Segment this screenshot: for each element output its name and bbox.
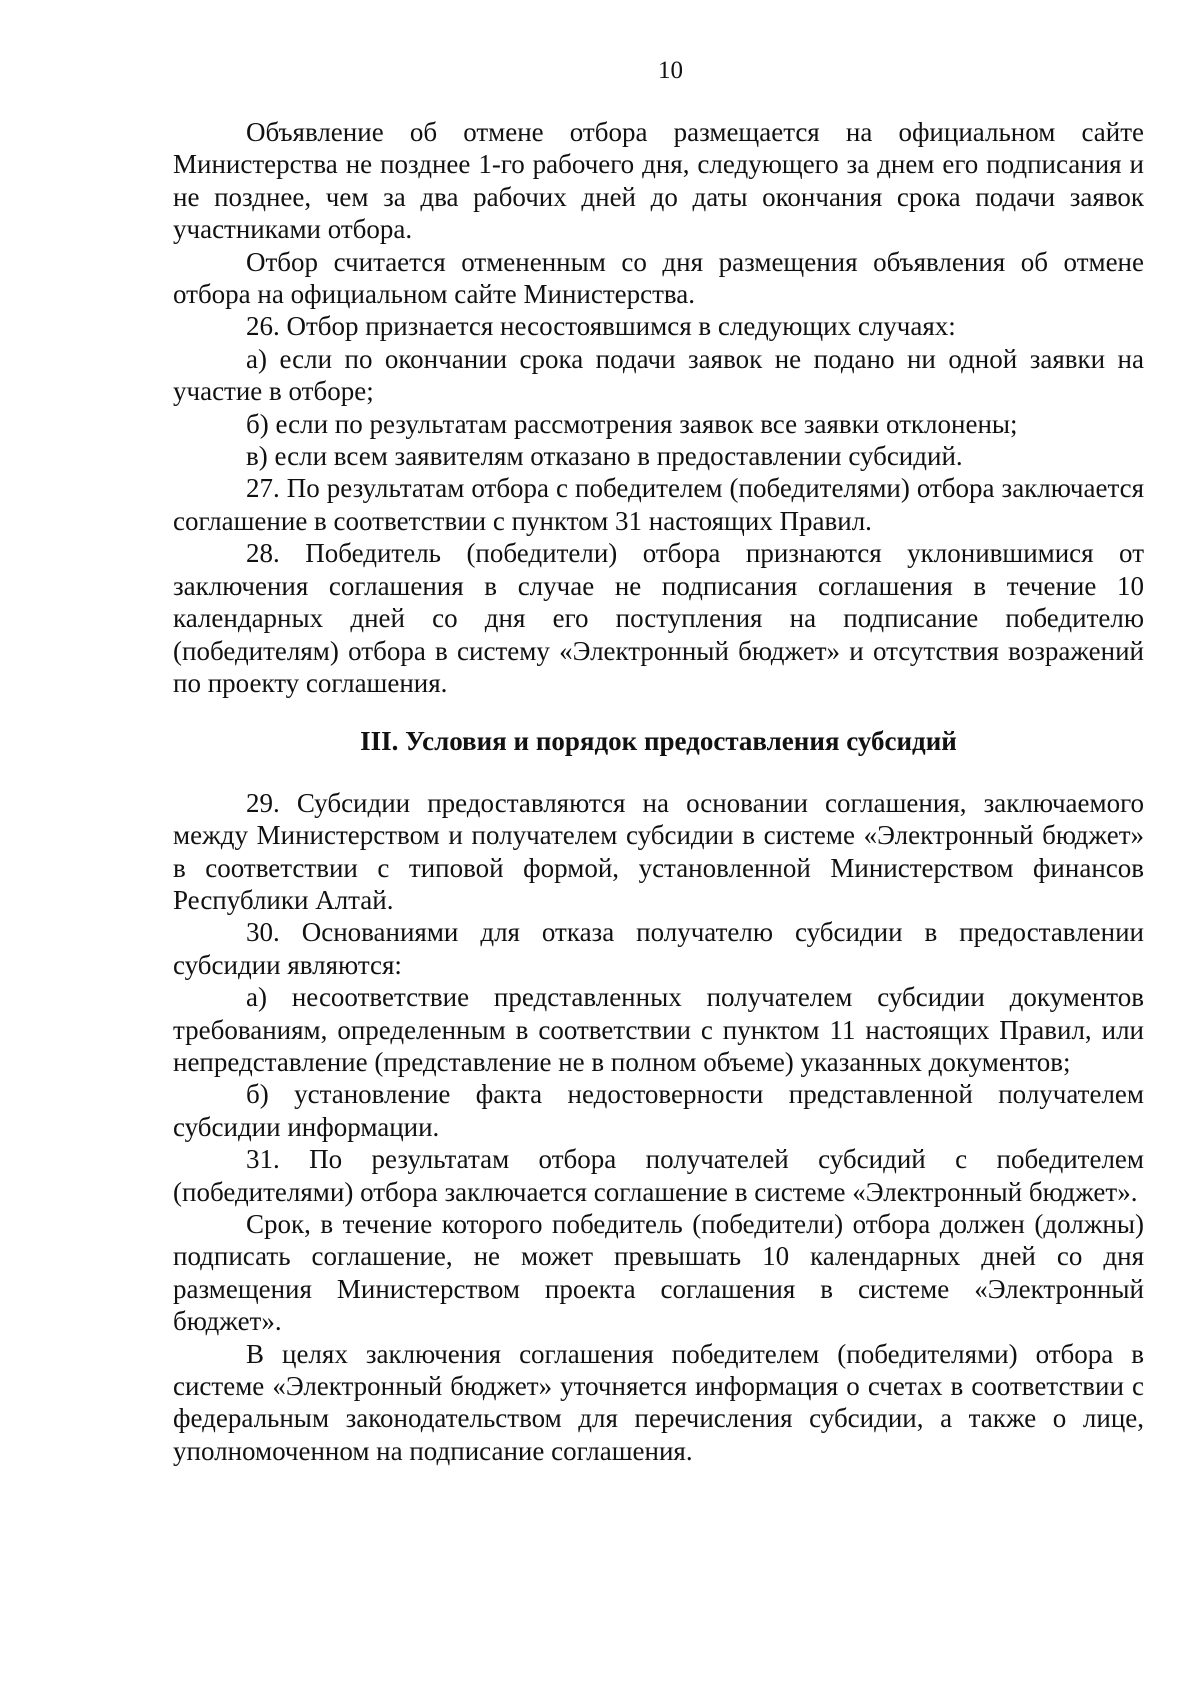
paragraph-30-a: а) несоответствие представленных получателем субсидии документов требованиям, определенным в соответствии с пунктом 11 настоящих Правил, или непредставление (представление не в полном объеме) указанных документов; [173, 982, 1144, 1077]
paragraph-signing-deadline: Срок, в течение которого победитель (победители) отбора должен (должны) подписать соглашение, не может превышать 10 календарных дней со дня размещения Министерством проекта соглашения в системе «Электронный бюджет». [173, 1209, 1144, 1337]
paragraph-cancellation-effective: Отбор считается отмененным со дня размещения объявления об отмене отбора на официальном сайте Министерства. [173, 246, 1144, 310]
paragraph-cancellation-announcement: Объявление об отмене отбора размещается на официальном сайте Министерства не позднее 1-го рабочего дня, следующего за днем его подписания и не позднее, чем за два рабочих дней до даты окончания срока подачи заявок участниками отбора. [173, 117, 1144, 245]
paragraph-26: 26. Отбор признается несостоявшимся в следующих случаях: [246, 311, 956, 342]
paragraph-30-b: б) установление факта недостоверности представленной получателем субсидии информации. [173, 1079, 1144, 1142]
document-body [173, 116, 1144, 1467]
paragraph-30: 30. Основаниями для отказа получателю субсидии в предоставлении субсидии являются: [173, 917, 1144, 980]
paragraph-28: 28. Победитель (победители) отбора признаются уклонившимися от заключения соглашения в случае не подписания соглашения в течение 10 календарных дней со дня его поступления на подписание победителю (победителям) отбора в систему «Электронный бюджет» и отсутствия возражений по проекту соглашения. [173, 538, 1144, 698]
paragraph-account-info: В целях заключения соглашения победителем (победителями) отбора в системе «Электронный бюджет» уточняется информация о счетах в соответствии с федеральным законодательством для перечисления субсидии, а также о лице, уполномоченном на подписание соглашения. [173, 1338, 1144, 1466]
paragraph-27: 27. По результатам отбора с победителем (победителями) отбора заключается соглашение в соответствии с пунктом 31 настоящих Правил. [173, 473, 1144, 536]
paragraph-29: 29. Субсидии предоставляются на основании соглашения, заключаемого между Министерством и получателем субсидии в системе «Электронный бюджет» в соответствии с типовой формой, установленной Министерством финансов Республики Алтай. [173, 787, 1144, 915]
paragraph-26-b: б) если по результатам рассмотрения заявок все заявки отклонены; [246, 408, 1018, 439]
page-number: 10 [658, 57, 683, 84]
section-heading: III. Условия и порядок предоставления субсидий [360, 726, 957, 757]
paragraph-26-a: а) если по окончании срока подачи заявок не подано ни одной заявки на участие в отборе; [173, 343, 1144, 407]
paragraph-26-c: в) если всем заявителям отказано в предоставлении субсидий. [246, 441, 963, 472]
paragraph-31: 31. По результатам отбора получателей субсидий с победителем (победителями) отбора заключается соглашение в системе «Электронный бюджет». [173, 1144, 1144, 1207]
